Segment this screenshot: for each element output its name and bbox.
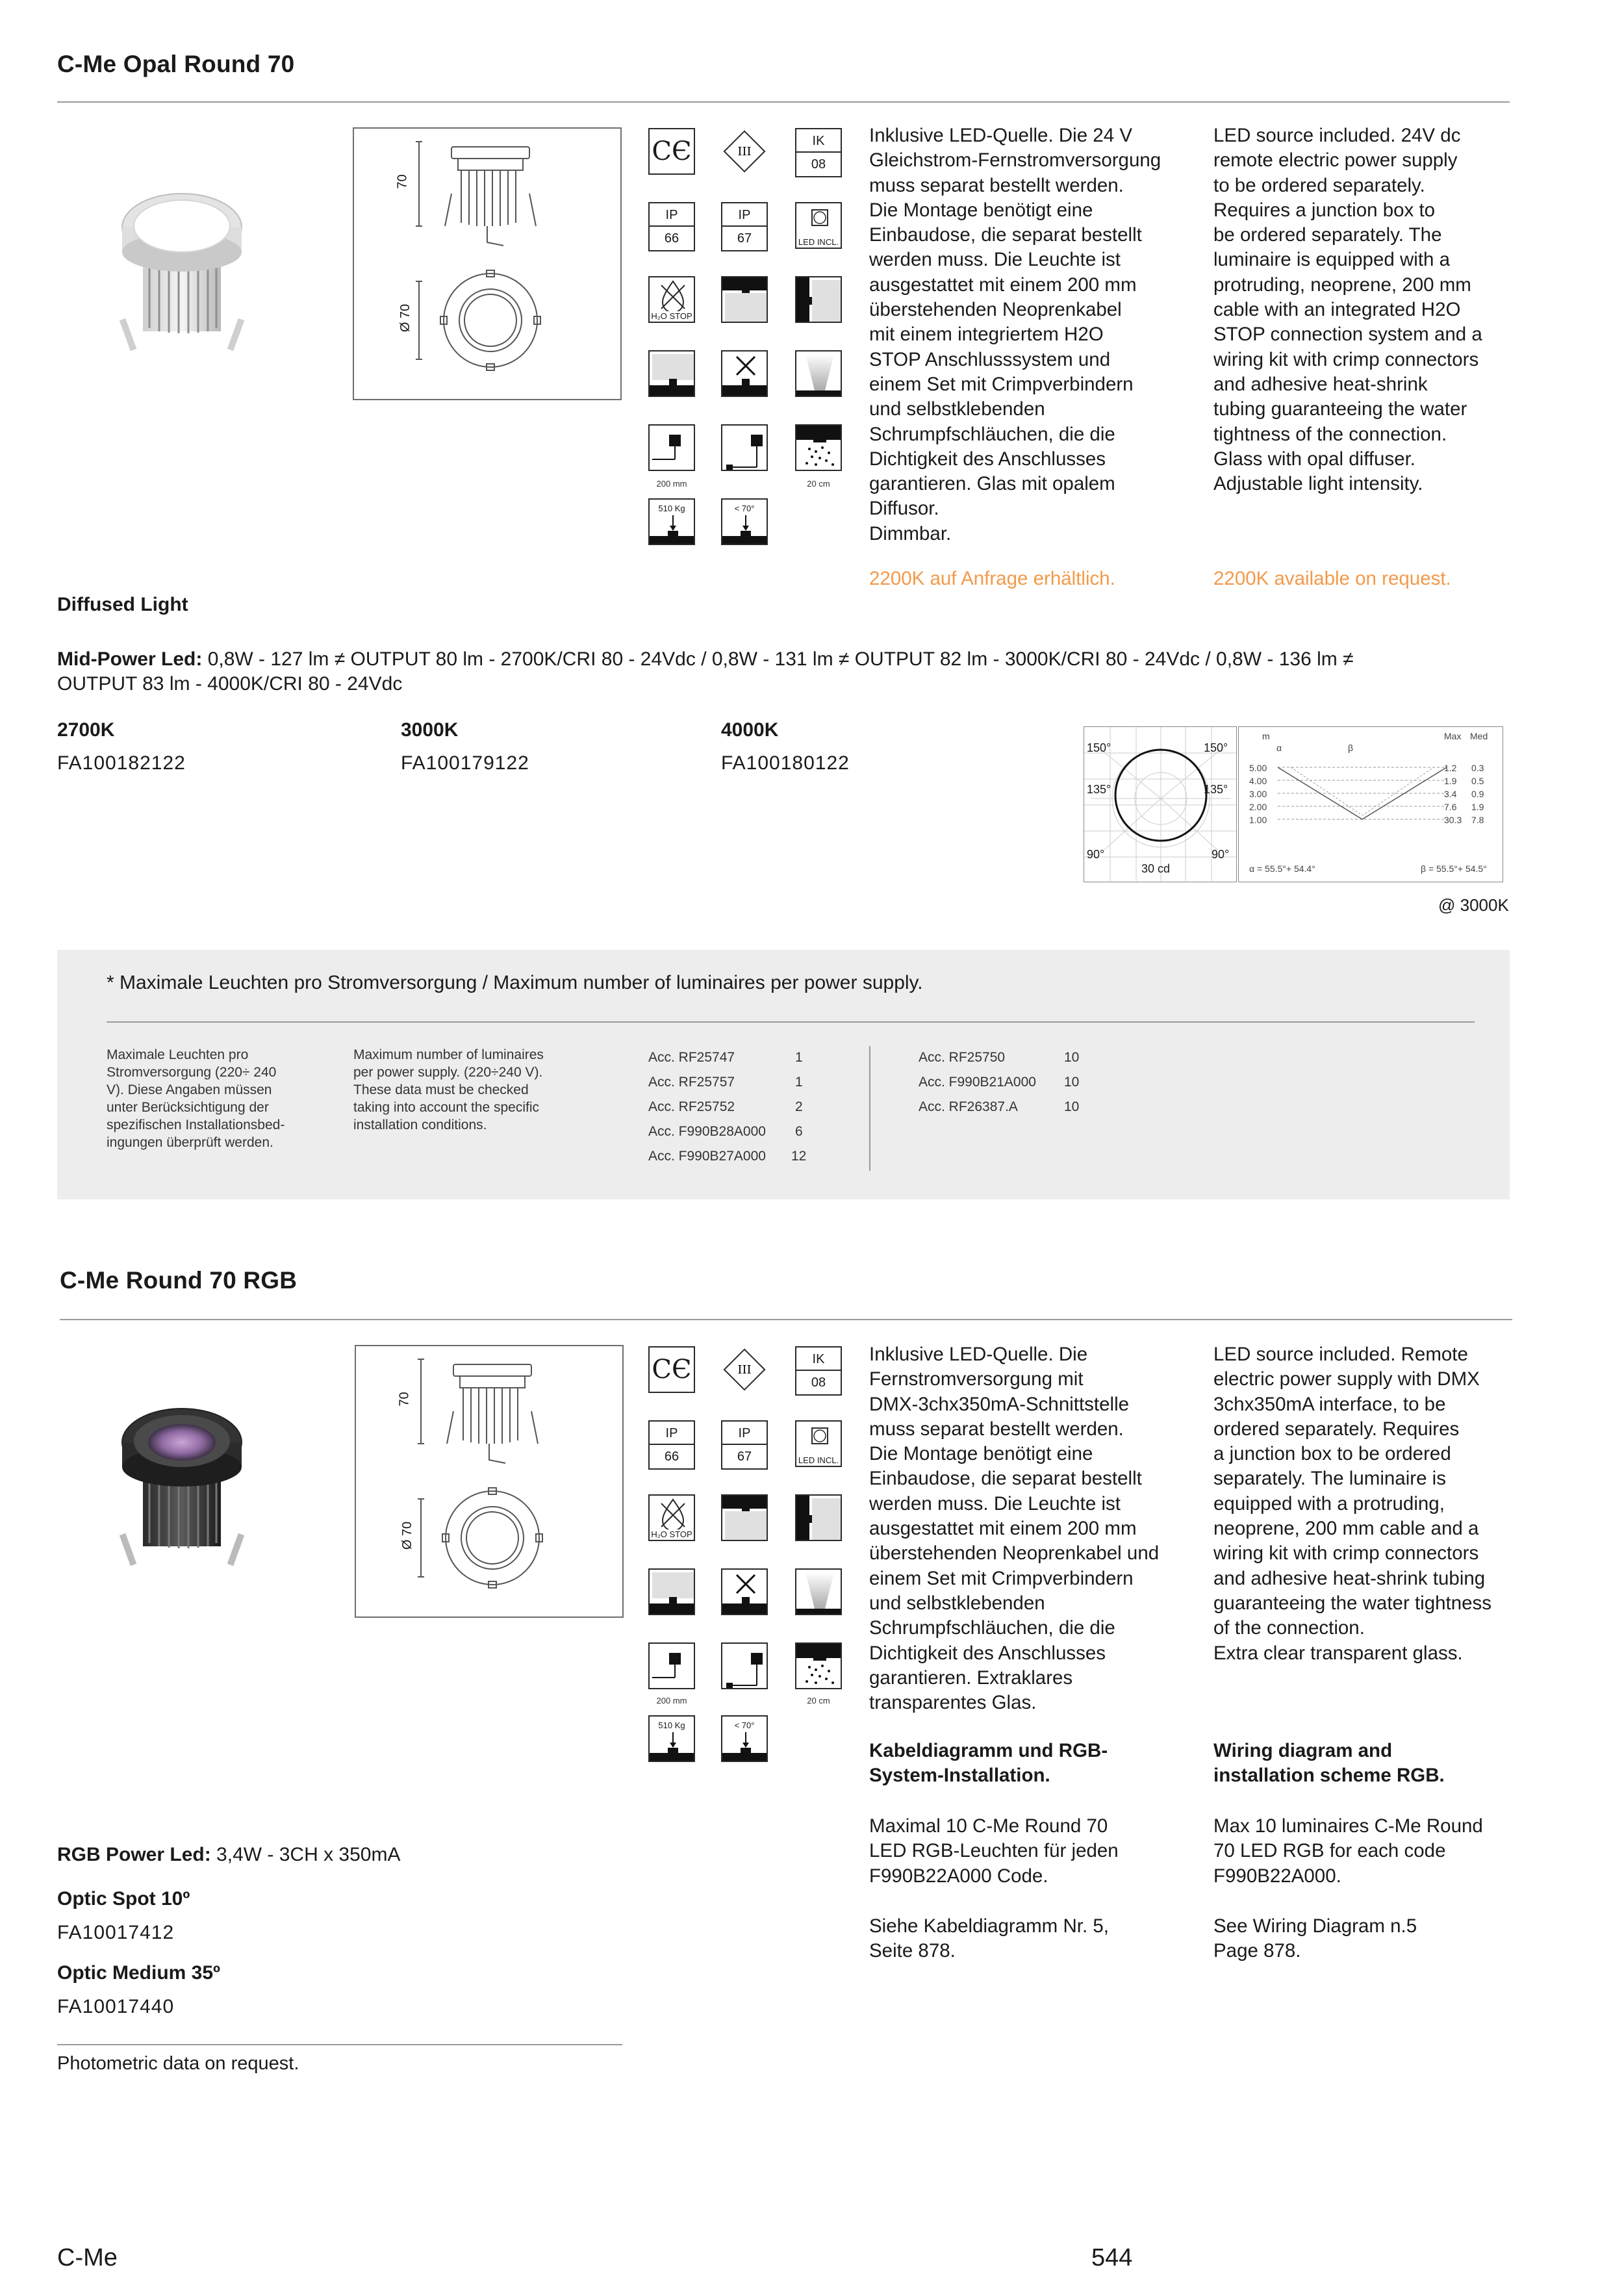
page-number: 544 — [1091, 2244, 1133, 2271]
mid-power-label: Mid-Power Led: — [57, 648, 203, 670]
depth-label: 20 cm — [807, 1696, 830, 1706]
polar-135-right: 135° — [1204, 783, 1228, 796]
ik-box — [795, 1346, 842, 1396]
section2-title: C-Me Round 70 RGB — [60, 1267, 298, 1294]
ik-value: 08 — [811, 157, 826, 172]
cone-row-med: 1.9 — [1471, 802, 1484, 812]
acc-qty: 6 — [795, 1124, 803, 1139]
wiring-title-de: Kabeldiagramm und RGB- System-Installation. — [869, 1740, 1108, 1787]
h2o-stop-icon — [648, 276, 695, 323]
light-beam-icon — [795, 1568, 842, 1615]
cone-row-m: 1.00 — [1249, 815, 1267, 825]
acc-qty: 2 — [795, 1099, 803, 1114]
led-included-icon — [795, 1420, 842, 1467]
cone-alpha-value: α = 55.5°+ 54.4° — [1249, 863, 1315, 874]
ip-value: 66 — [664, 231, 679, 246]
cone-beta-value: β = 55.5°+ 54.5° — [1421, 863, 1487, 874]
load-icon — [648, 1715, 695, 1762]
angle-label: < 70° — [734, 1720, 755, 1730]
cone-row-max: 30.3 — [1444, 815, 1462, 825]
mid-power-spec — [57, 647, 1512, 696]
acc-qty: 10 — [1064, 1075, 1080, 1090]
cable-length-label: 200 mm — [656, 479, 687, 489]
h2o-stop-label: H₂O STOP — [651, 311, 692, 321]
cone-row-m: 2.00 — [1249, 802, 1267, 812]
ip-value: 67 — [737, 231, 752, 246]
variant-temp: 2700K — [57, 719, 115, 741]
polar-150-right: 150° — [1204, 741, 1228, 754]
rgb-power-label: RGB Power Led: — [57, 1844, 211, 1865]
cone-max-label: Max — [1444, 731, 1462, 741]
cone-alpha-label: α — [1276, 743, 1282, 753]
section1-title: C-Me Opal Round 70 — [57, 51, 295, 77]
drainage-depth-icon — [795, 1642, 842, 1689]
cable-length-label: 200 mm — [656, 1696, 687, 1706]
svg-text:III: III — [737, 145, 752, 159]
cone-row-max: 7.6 — [1444, 802, 1457, 812]
optic-medium-code: FA10017440 — [57, 1996, 175, 2017]
cone-m-label: m — [1262, 731, 1270, 741]
cable-length-icon — [648, 1642, 695, 1689]
note-2200k-en: 2200K available on request. — [1213, 568, 1451, 589]
class-iii-icon — [721, 1346, 768, 1393]
wiring-ref-de: Siehe Kabeldiagramm Nr. 5, Seite 878. — [869, 1915, 1109, 1962]
power-supply-note-de: Maximale Leuchten pro Stromversorgung (220÷ 240 V). Diese Angaben müssen unter Berücksichtigung der spezifischen Installationsbed- ingungen überprüft werden. — [107, 1047, 285, 1150]
wiring-title-en: Wiring diagram and installation scheme RGB. — [1213, 1740, 1445, 1787]
ip67-box — [721, 202, 768, 251]
ip-label: IP — [650, 1422, 694, 1445]
dim-height: 70 — [395, 174, 410, 189]
cable-length-icon — [648, 424, 695, 471]
cone-row-max: 1.9 — [1444, 776, 1457, 786]
ik-label: IK — [796, 129, 841, 153]
dim-diameter: Ø 70 — [398, 303, 413, 333]
recessed-ceiling-icon — [721, 276, 768, 323]
ce-icon: CЄ — [648, 128, 695, 175]
acc-qty: 1 — [795, 1050, 803, 1065]
led-incl-label: LED INCL. — [798, 1455, 839, 1465]
description-en: LED source included. Remote electric power supply with DMX 3chx350mA interface, to be ordered separately. Requires a junction box to be ordered separately. The luminaire is equipped with a protruding, neoprene, 200 mm cable and a wiring kit with crimp connectors and adhesive heat-shrink tubing guaranteeing the water tightness of the connection. Extra clear transparent glass. — [1213, 1344, 1492, 1664]
ip-value: 66 — [664, 1450, 679, 1464]
cone-row-max: 3.4 — [1444, 789, 1457, 799]
depth-label: 20 cm — [807, 479, 830, 489]
power-supply-box — [57, 950, 1510, 1199]
ip67-box — [721, 1420, 768, 1470]
cone-row-m: 3.00 — [1249, 789, 1267, 799]
cable-exit-icon — [721, 424, 768, 471]
h2o-stop-icon — [648, 1494, 695, 1541]
glare-angle-icon — [721, 498, 768, 545]
product-photo-opal — [110, 175, 253, 364]
load-icon — [648, 498, 695, 545]
photometric-note: Photometric data on request. — [57, 2053, 299, 2074]
variant-code: FA100180122 — [721, 752, 850, 774]
optic-spot-code: FA10017412 — [57, 1922, 175, 1943]
ce-icon: CЄ — [648, 1346, 695, 1393]
wiring-ref-en: See Wiring Diagram n.5 Page 878. — [1213, 1915, 1417, 1962]
variant-temp: 4000K — [721, 719, 779, 741]
recessed-floor-icon — [648, 1568, 695, 1615]
variant-code: FA100182122 — [57, 752, 186, 774]
rgb-power-spec — [57, 1844, 400, 1866]
cone-row-max: 1.2 — [1444, 763, 1457, 773]
rgb-power-text: 3,4W - 3CH x 350mA — [216, 1844, 401, 1865]
acc-code: Acc. RF25750 — [919, 1050, 1006, 1065]
load-label: 510 Kg — [658, 1720, 685, 1730]
glare-angle-icon — [721, 1715, 768, 1762]
not-walkable-icon — [721, 350, 768, 397]
led-incl-label: LED INCL. — [798, 237, 839, 247]
drainage-depth-icon — [795, 424, 842, 471]
cone-row-med: 0.3 — [1471, 763, 1484, 773]
acc-code: Acc. RF25757 — [648, 1075, 735, 1090]
ip-value: 67 — [737, 1450, 752, 1464]
polar-150-left: 150° — [1087, 741, 1111, 754]
cone-beta-label: β — [1348, 743, 1354, 753]
polar-cd: 30 cd — [1141, 862, 1171, 875]
acc-code: Acc. F990B21A000 — [919, 1075, 1036, 1090]
description-en: LED source included. 24V dc remote electric power supply to be ordered separately. Requires a junction box to be ordered separately. The luminaire is equipped with a protruding, neoprene, 200 mm cable with an integrated H2O STOP connection system and a wiring kit with crimp connectors and adhesive heat-shrink tubing guaranteeing the water tightness of the connection. Glass with opal diffuser. Adjustable light intensity. — [1213, 125, 1482, 495]
dim-diameter: Ø 70 — [400, 1521, 415, 1550]
cone-med-label: Med — [1470, 731, 1488, 741]
not-walkable-icon — [721, 1568, 768, 1615]
ip-label: IP — [722, 203, 767, 227]
acc-qty: 1 — [795, 1075, 803, 1090]
acc-code: Acc. RF25752 — [648, 1099, 735, 1114]
acc-code: Acc. RF26387.A — [919, 1099, 1018, 1114]
recessed-wall-icon — [795, 1494, 842, 1541]
polar-90-left: 90° — [1087, 848, 1105, 861]
mid-power-text2: OUTPUT 83 lm - 4000K/CRI 80 - 24Vdc — [57, 673, 403, 695]
light-beam-icon — [795, 350, 842, 397]
polar-135-left: 135° — [1087, 783, 1111, 796]
acc-qty: 10 — [1064, 1099, 1080, 1114]
section2-rule — [60, 1319, 1512, 1320]
acc-column-divider — [869, 1046, 870, 1171]
photometric-temp-label: @ 3000K — [1438, 895, 1509, 915]
ik-box — [795, 128, 842, 177]
ip66-box — [648, 202, 695, 251]
recessed-ceiling-icon — [721, 1494, 768, 1541]
cone-row-med: 0.5 — [1471, 776, 1484, 786]
optic-medium-label: Optic Medium 35º — [57, 1962, 221, 1984]
description-de: Inklusive LED-Quelle. Die 24 V Gleichstrom-Fernstromversorgung muss separat bestellt werden. Die Montage benötigt eine Einbaudose, die separat bestellt werden muss. Die Leuchte ist ausgestattet mit einem 200 mm überstehenden Neoprenkabel mit einem integriertem H2O STOP Anschlusssystem und einem Set mit Crimpverbindern und selbstklebenden Schrumpfschläuchen, die die Dichtigkeit des Anschlusses garantieren. Glas mit opalem Diffusor. Dimmbar. — [869, 125, 1161, 544]
recessed-wall-icon — [795, 276, 842, 323]
cone-row-med: 0.9 — [1471, 789, 1484, 799]
ip-label: IP — [650, 203, 694, 227]
acc-code: Acc. F990B28A000 — [648, 1124, 766, 1139]
led-included-icon — [795, 202, 842, 249]
variant-code: FA100179122 — [401, 752, 529, 774]
variant-temp: 3000K — [401, 719, 459, 741]
acc-qty: 10 — [1064, 1050, 1080, 1065]
class-iii-icon — [721, 128, 768, 175]
ip-label: IP — [722, 1422, 767, 1445]
svg-text:III: III — [737, 1363, 752, 1377]
diffused-light-label: Diffused Light — [57, 594, 188, 615]
technical-drawing — [355, 1345, 624, 1618]
photometric-rule — [57, 2044, 622, 2045]
load-label: 510 Kg — [658, 504, 685, 513]
angle-label: < 70° — [734, 504, 755, 513]
cone-row-m: 4.00 — [1249, 776, 1267, 786]
power-supply-note-en: Maximum number of luminaires per power supply. (220÷240 V). These data must be checked taking into account the specific installation conditions. — [353, 1047, 544, 1132]
h2o-stop-label: H₂O STOP — [651, 1529, 692, 1539]
dim-height: 70 — [397, 1392, 412, 1407]
acc-code: Acc. F990B27A000 — [648, 1149, 766, 1164]
wiring-max-de: Maximal 10 C-Me Round 70 LED RGB-Leuchten für jeden F990B22A000 Code. — [869, 1815, 1119, 1887]
description-de: Inklusive LED-Quelle. Die Fernstromversorgung mit DMX-3chx350mA-Schnittstelle muss separat bestellt werden. Die Montage benötigt eine Einbaudose, die separat bestellt werden muss. Die Leuchte ist ausgestattet mit einem 200 mm überstehenden Neoprenkabel und einem Set mit Crimpverbindern und selbstklebenden Schrumpfschläuchen, die die Dichtigkeit des Anschlusses garantieren. Extraklares transparentes Glas. — [869, 1344, 1160, 1714]
product-photo-rgb — [110, 1390, 253, 1579]
power-supply-heading: * Maximale Leuchten pro Stromversorgung / Maximum number of luminaires per power supply. — [107, 972, 923, 993]
acc-code: Acc. RF25747 — [648, 1050, 735, 1065]
ik-label: IK — [796, 1348, 841, 1371]
power-supply-rule — [107, 1021, 1475, 1023]
cone-diagram — [1238, 726, 1503, 882]
technical-drawing — [353, 127, 622, 400]
ip66-box — [648, 1420, 695, 1470]
acc-qty: 12 — [791, 1149, 807, 1164]
note-2200k-de: 2200K auf Anfrage erhältlich. — [869, 568, 1115, 589]
footer-family: C-Me — [57, 2244, 118, 2271]
cone-row-m: 5.00 — [1249, 763, 1267, 773]
recessed-floor-icon — [648, 350, 695, 397]
cable-exit-icon — [721, 1642, 768, 1689]
polar-diagram — [1084, 726, 1237, 882]
section1-rule — [57, 101, 1510, 103]
ik-value: 08 — [811, 1375, 826, 1390]
polar-90-right: 90° — [1212, 848, 1230, 861]
cone-row-med: 7.8 — [1471, 815, 1484, 825]
optic-spot-label: Optic Spot 10º — [57, 1888, 190, 1910]
mid-power-text: 0,8W - 127 lm ≠ OUTPUT 80 lm - 2700K/CRI 80 - 24Vdc / 0,8W - 131 lm ≠ OUTPUT 82 lm - 3000K/CRI 80 - 24Vdc / 0,8W - 136 lm ≠ — [207, 648, 1354, 670]
wiring-max-en: Max 10 luminaires C-Me Round 70 LED RGB for each code F990B22A000. — [1213, 1815, 1483, 1887]
